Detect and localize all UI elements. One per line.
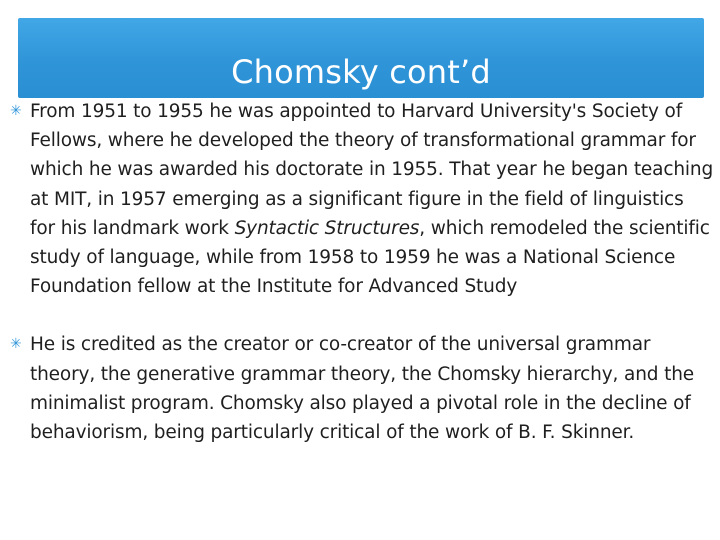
bullet-text-2: He is credited as the creator or co-creator of the universal grammar theory, the generative grammar theory, the Chomsky hierarchy, and the minimalist program. Chomsky also played a pivotal role in the decline of behaviorism, being particularly critical of the work of B. F. Skinner. [30, 334, 694, 444]
bullet-1-text-after: , which remodeled the scientific study of language, while from 1958 to 1959 he was a National Science Foundation fellow at the Institute for Advanced Study [30, 217, 710, 298]
bullet-1-text-before: From 1951 to 1955 he was appointed to Harvard University's Society of Fellows, where he developed the theory of transformational grammar for which he was awarded his doctorate in 1955. That year he began teaching at MIT, in 1957 emerging as a significant figure in the field of linguistics for his landmark work [30, 101, 714, 239]
asterisk-bullet-icon: ✳ [10, 103, 22, 119]
bullet-text-1 [30, 97, 714, 301]
bullet-item-2 [10, 330, 714, 447]
title-banner [18, 18, 704, 98]
bullet-1-italic-title: Syntactic Structures [234, 217, 420, 239]
slide-body [10, 97, 714, 447]
slide-title: Chomsky cont’d [231, 53, 491, 91]
bullet-item-1 [10, 97, 714, 301]
asterisk-bullet-icon: ✳ [10, 336, 22, 353]
